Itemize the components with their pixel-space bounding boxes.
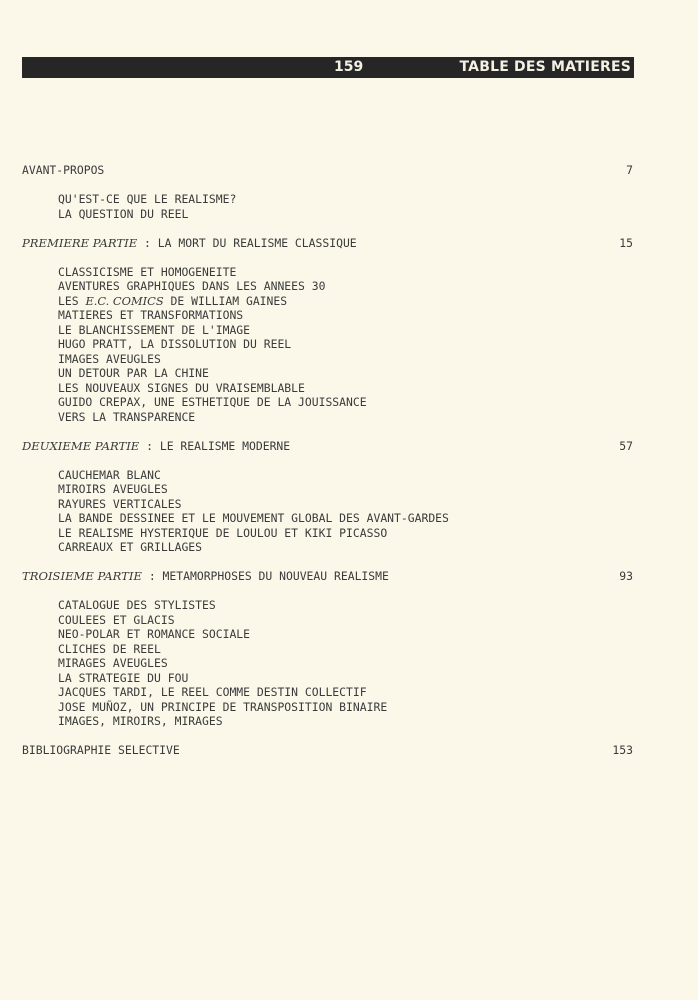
page-number: 159 (334, 59, 364, 75)
toc-subentry[interactable]: IMAGES AVEUGLES (58, 351, 161, 366)
toc-subentry[interactable]: LE BLANCHISSEMENT DE L'IMAGE (58, 322, 251, 337)
page-title: TABLE DES MATIERES (459, 59, 631, 75)
toc-subentry[interactable]: JOSE MUÑOZ, UN PRINCIPE DE TRANSPOSITION BINAIRE (58, 699, 388, 714)
part-title: LA MORT DU REALISME CLASSIQUE (157, 235, 357, 250)
toc-subentry[interactable]: CATALOGUE DES STYLISTES (58, 598, 216, 612)
toc-page-number: 153 (612, 743, 633, 757)
toc-page-number: 57 (619, 438, 633, 453)
toc-subentry[interactable]: CARREAUX ET GRILLAGES (58, 540, 203, 554)
toc-subentry[interactable]: CAUCHEMAR BLANC (58, 467, 161, 482)
toc-subentry[interactable]: LA STRATEGIE DU FOU (58, 670, 189, 685)
toc-entry-label: BIBLIOGRAPHIE SELECTIVE (22, 743, 180, 757)
ec-suffix: DE WILLIAM GAINES (163, 293, 288, 308)
toc-subentry[interactable]: MATIERES ET TRANSFORMATIONS (58, 308, 244, 322)
toc-subentry[interactable]: QU'EST-CE QUE LE REALISME? (58, 192, 237, 206)
toc-subentry[interactable]: AVENTURES GRAPHIQUES DANS LES ANNEES 30 (58, 279, 326, 293)
part-label: DEUXIEME PARTIE (22, 438, 140, 453)
toc-entry-avant-propos[interactable] (22, 163, 634, 178)
part-title: METAMORPHOSES DU NOUVEAU REALISME (162, 569, 389, 583)
toc-subentry[interactable]: CLASSICISME ET HOMOGENEITE (58, 264, 237, 279)
toc-subentry[interactable]: LES NOUVEAUX SIGNES DU VRAISEMBLABLE (58, 380, 305, 395)
toc-subentry[interactable]: LE REALISME HYSTERIQUE DE LOULOU ET KIKI PICASSO (58, 525, 388, 540)
toc-subentry[interactable]: JACQUES TARDI, LE REEL COMME DESTIN COLLECTIF (58, 685, 367, 699)
part-separator: : (139, 438, 160, 453)
toc-subentry[interactable]: CLICHES DE REEL (58, 641, 161, 656)
toc-subentry[interactable]: LA BANDE DESSINEE ET LE MOUVEMENT GLOBAL DES AVANT-GARDES (58, 511, 449, 525)
ec-italic: E.C. COMICS (85, 293, 164, 308)
toc-subentry[interactable]: RAYURES VERTICALES (58, 496, 182, 511)
part-title: LE REALISME MODERNE (159, 438, 291, 453)
toc-subentry[interactable]: MIRAGES AVEUGLES (58, 656, 168, 670)
table-of-contents (22, 163, 634, 758)
toc-subentry[interactable]: IMAGES, MIROIRS, MIRAGES (58, 714, 223, 728)
toc-subentry[interactable]: VERS LA TRANSPARENCE (58, 409, 196, 424)
part-label: PREMIERE PARTIE (22, 235, 138, 250)
toc-subentry[interactable]: HUGO PRATT, LA DISSOLUTION DU REEL (58, 337, 292, 351)
toc-entry-part-3[interactable] (22, 569, 634, 584)
toc-subentry[interactable]: COULEES ET GLACIS (58, 612, 175, 627)
toc-subentry[interactable]: UN DETOUR PAR LA CHINE (58, 366, 209, 380)
toc-entry-part-2[interactable] (22, 439, 634, 454)
part-separator: : (137, 235, 158, 250)
toc-subentry[interactable]: LA QUESTION DU REEL (58, 206, 189, 221)
part-separator: : (141, 569, 163, 583)
toc-page-number: 7 (626, 163, 633, 177)
toc-entry-bibliographie[interactable] (22, 743, 634, 758)
part-label: TROISIEME PARTIE (22, 569, 142, 583)
toc-subentry[interactable]: MIROIRS AVEUGLES (58, 482, 168, 496)
ec-prefix: LES (58, 293, 86, 308)
toc-page-number: 15 (619, 235, 633, 250)
toc-subentry[interactable]: NEO-POLAR ET ROMANCE SOCIALE (58, 627, 251, 641)
toc-entry-label: AVANT-PROPOS (22, 163, 105, 177)
toc-page-number: 93 (619, 569, 633, 583)
toc-subentry-ec-comics[interactable] (22, 294, 634, 309)
toc-subentry[interactable]: GUIDO CREPAX, UNE ESTHETIQUE DE LA JOUISSANCE (58, 395, 367, 409)
header-bar (22, 57, 634, 78)
toc-entry-part-1[interactable] (22, 236, 634, 251)
